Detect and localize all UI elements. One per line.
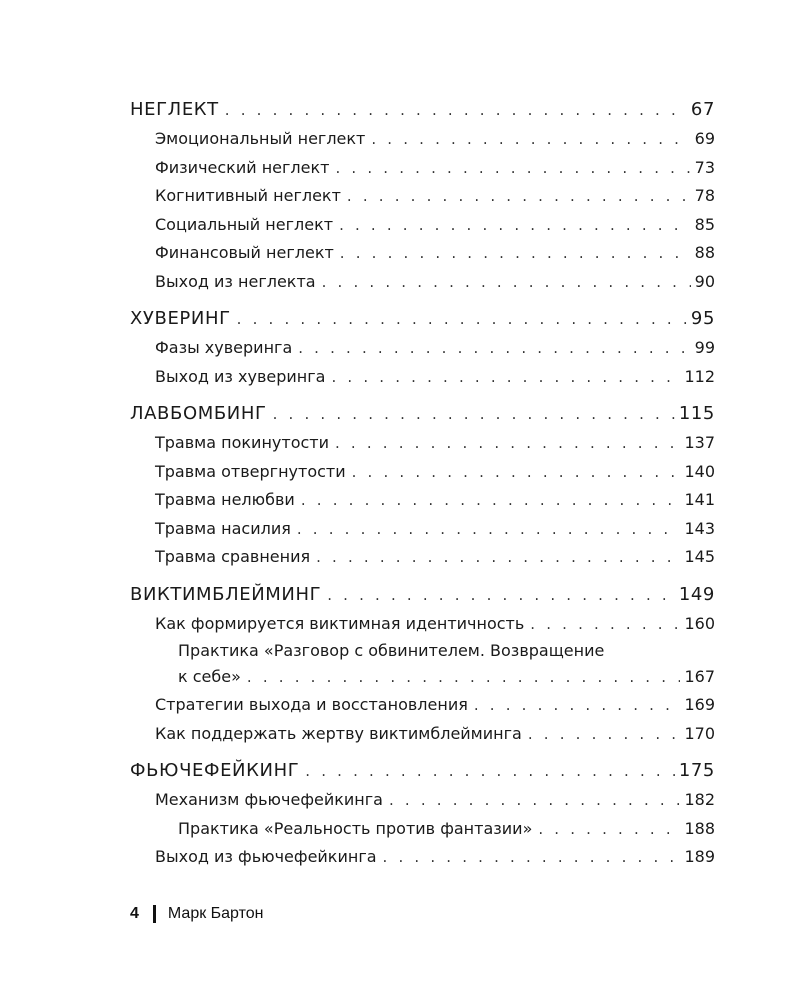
toc-entry-label: НЕГЛЕКТ <box>130 99 219 120</box>
dot-leader <box>331 363 680 392</box>
toc-section-entry <box>130 543 715 572</box>
toc-section-entry <box>130 610 715 639</box>
toc-page-number: 143 <box>684 518 715 538</box>
toc-page-number: 140 <box>684 461 715 481</box>
dot-leader <box>322 268 691 297</box>
toc-entry-label: Выход из хуверинга <box>155 366 326 386</box>
toc-entry-label: Выход из фьючефейкинга <box>155 847 377 866</box>
toc-page-number: 85 <box>694 214 715 234</box>
toc-page-number: 115 <box>678 403 715 424</box>
toc-practice-entry-line1: Практика «Разговор с обвинителем. Возвращение <box>178 641 605 660</box>
dot-leader <box>530 610 680 639</box>
toc-section-entry <box>130 154 715 183</box>
toc-section-entry <box>130 363 715 392</box>
toc-entry-label: Финансовый неглект <box>155 243 334 262</box>
toc-entry-label: к себе» <box>178 667 241 686</box>
toc-entry-label: Как поддержать жертву виктимблейминга <box>155 723 522 743</box>
toc-entry-label: Механизм фьючефейкинга <box>155 790 383 809</box>
toc-chapter-entry <box>130 756 715 786</box>
toc-section-entry <box>130 720 715 749</box>
toc-entry-label: Физический неглект <box>155 157 330 177</box>
toc-section-entry <box>130 843 715 872</box>
toc-entry-label: Травма нелюбви <box>155 490 295 509</box>
toc-practice-entry <box>130 663 715 691</box>
toc-entry-label: Травма покинутости <box>155 433 329 452</box>
toc-entry-label: Травма сравнения <box>155 547 311 566</box>
toc-page-number: 99 <box>694 338 715 357</box>
toc-section-entry <box>130 334 715 363</box>
toc-section-entry <box>130 458 715 487</box>
toc-page-number: 175 <box>678 760 715 781</box>
toc-page-number: 141 <box>684 490 715 509</box>
dot-leader <box>273 399 675 429</box>
toc-entry-label: Эмоциональный неглект <box>155 129 366 148</box>
toc-section-entry <box>130 515 715 544</box>
toc-chapter-entry <box>130 304 715 334</box>
toc-entry-label: ХУВЕРИНГ <box>130 308 231 329</box>
toc-chapter-entry <box>130 580 715 610</box>
dot-leader <box>383 843 681 872</box>
footer-divider <box>153 905 156 923</box>
author-name: Марк Бартон <box>167 905 264 922</box>
toc-entry-label: Как формируется виктимная идентичность <box>155 613 525 633</box>
toc-section-entry <box>130 429 715 458</box>
toc-entry-label: Травма насилия <box>155 518 291 538</box>
toc-entry-label: ВИКТИМБЛЕЙМИНГ <box>130 583 322 605</box>
dot-leader <box>335 154 690 183</box>
toc-page-number: 67 <box>690 99 715 120</box>
page-number: 4 <box>130 905 139 922</box>
toc-entry-label: Практика «Реальность против фантазии» <box>178 818 533 838</box>
dot-leader <box>339 211 691 240</box>
dot-leader <box>301 486 681 515</box>
toc-entry-label: Фазы хуверинга <box>155 338 293 357</box>
dot-leader <box>538 815 680 844</box>
toc-entry-label: Когнитивный неглект <box>155 186 341 205</box>
toc-page-number: 137 <box>684 433 715 452</box>
toc-section-entry <box>130 486 715 515</box>
dot-leader <box>327 580 675 610</box>
toc-page-number: 189 <box>684 847 715 866</box>
toc-section-entry <box>130 691 715 720</box>
toc-section-entry <box>130 268 715 297</box>
toc-chapter-entry <box>130 399 715 429</box>
toc-page-number: 73 <box>694 157 715 177</box>
toc-practice-entry <box>130 815 715 844</box>
dot-leader <box>247 663 681 691</box>
dot-leader <box>316 543 680 572</box>
dot-leader <box>297 515 681 544</box>
page-footer <box>130 905 263 923</box>
toc-page-number: 88 <box>694 243 715 262</box>
toc-page-number: 182 <box>684 790 715 809</box>
toc-page-number: 188 <box>684 818 715 838</box>
dot-leader <box>237 304 687 334</box>
toc-section-entry <box>130 211 715 240</box>
dot-leader <box>305 756 675 786</box>
toc-page-number: 169 <box>684 695 715 714</box>
toc-section-entry <box>130 239 715 268</box>
dot-leader <box>371 125 690 154</box>
toc-section-entry <box>130 786 715 815</box>
toc-page-number: 170 <box>684 723 715 743</box>
toc-page-number: 90 <box>694 271 715 291</box>
toc-entry-label: ФЬЮЧЕФЕЙКИНГ <box>130 760 300 781</box>
toc-entry-label: Стратегии выхода и восстановления <box>155 695 468 714</box>
dot-leader <box>298 334 690 363</box>
toc-page-number: 78 <box>694 186 715 205</box>
table-of-contents <box>130 95 715 872</box>
dot-leader <box>528 720 681 749</box>
toc-section-entry <box>130 125 715 154</box>
toc-section-entry <box>130 182 715 211</box>
dot-leader <box>225 95 687 125</box>
toc-page-number: 112 <box>684 366 715 386</box>
toc-page-number: 145 <box>684 547 715 566</box>
dot-leader <box>340 239 691 268</box>
toc-page-number: 95 <box>690 308 715 329</box>
toc-page-number: 167 <box>684 667 715 686</box>
toc-page-number: 69 <box>694 129 715 148</box>
toc-page-number: 160 <box>684 613 715 633</box>
dot-leader <box>352 458 681 487</box>
toc-page-number: 149 <box>678 583 715 605</box>
dot-leader <box>474 691 681 720</box>
toc-entry-label: Выход из неглекта <box>155 271 316 291</box>
toc-entry-label: Травма отвергнутости <box>155 461 346 481</box>
toc-entry-label: ЛАВБОМБИНГ <box>130 403 267 424</box>
toc-chapter-entry <box>130 95 715 125</box>
dot-leader <box>335 429 680 458</box>
dot-leader <box>347 182 691 211</box>
toc-entry-label: Социальный неглект <box>155 214 334 234</box>
dot-leader <box>389 786 680 815</box>
